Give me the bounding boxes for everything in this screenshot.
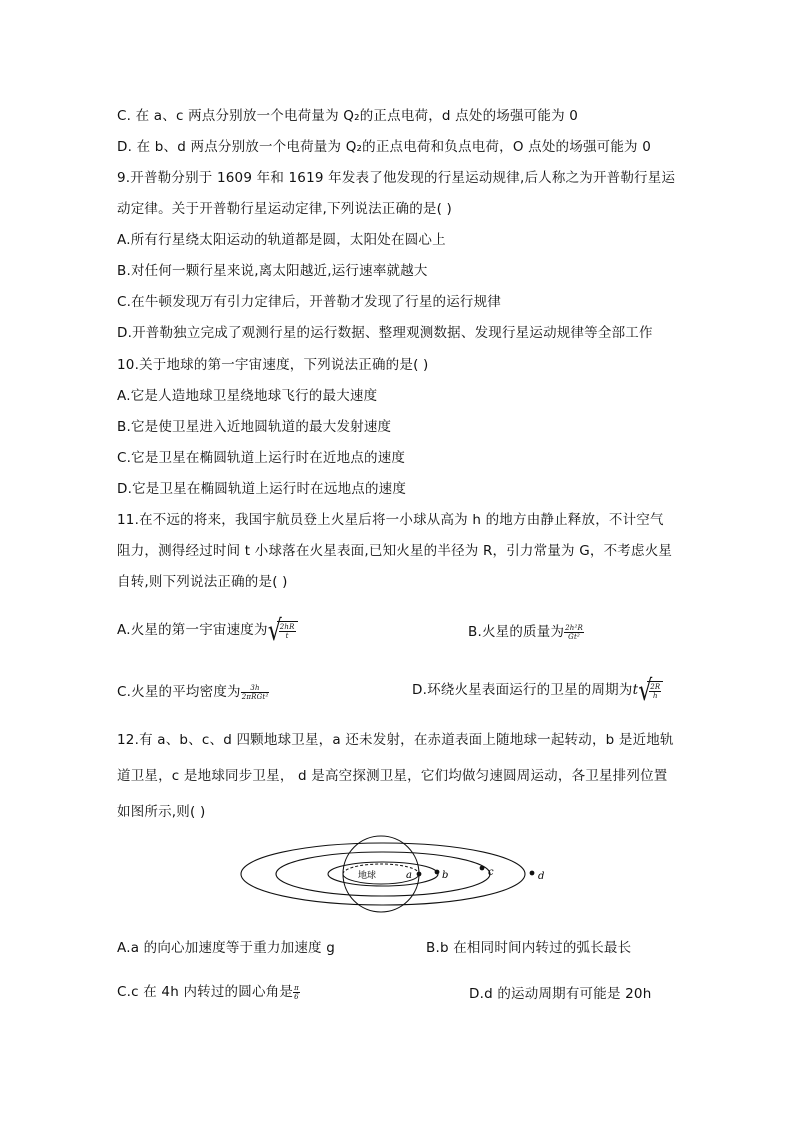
q11-option-a: [117, 614, 298, 648]
orbit-c: [276, 852, 490, 896]
q12-option-d: D.d 的运动周期有可能是 20h: [469, 986, 652, 1002]
q12-stem-line2: 道卫星，c 是地球同步卫星， d 是高空探测卫星，它们均做匀速圆周运动，各卫星排列位置: [117, 768, 668, 784]
q12-stem-line3: 如图所示,则( ): [117, 804, 206, 820]
q11-option-b: [468, 620, 584, 641]
q12-c-numerator: π: [294, 983, 299, 992]
q10-option-d: D.它是卫星在椭圆轨道上运行时在远地点的速度: [117, 481, 407, 497]
satellite-d: [530, 871, 535, 876]
q11-a-numerator: 2hR: [279, 622, 295, 631]
earth-label: 地球: [358, 871, 377, 881]
label-d: d: [538, 871, 545, 882]
q11-stem-line3: 自转,则下列说法正确的是( ): [117, 574, 288, 590]
q12-option-c-text: C.c 在 4h 内转过的圆心角是: [117, 984, 294, 1000]
q12-option-a: A.a 的向心加速度等于重力加速度 g: [117, 940, 336, 956]
q11-option-c-text: C.火星的平均密度为: [117, 684, 241, 700]
sqrt-sign: √ $\frac{2R}{h}$: [638, 681, 663, 700]
q8-option-c: C. 在 a、c 两点分别放一个电荷量为 Q₂的正点电荷，d 点处的场强可能为 0: [117, 108, 579, 124]
q10-option-b: B.它是使卫星进入近地圆轨道的最大发射速度: [117, 419, 392, 435]
q11-stem-line2: 阻力，测得经过时间 t 小球落在火星表面,已知火星的半径为 R，引力常量为 G，不考虑火星: [117, 543, 673, 559]
q12-option-c: [117, 980, 300, 1001]
q10-stem: 10.关于地球的第一宇宙速度，下列说法正确的是( ): [117, 357, 429, 373]
q12-option-b: B.b 在相同时间内转过的弧长最长: [426, 940, 632, 956]
q11-c-denominator: 2πRGt²: [241, 692, 269, 701]
q11-a-denominator: t: [285, 631, 289, 640]
label-c: c: [488, 867, 494, 878]
sqrt-sign: √ $\frac{2hR}{t}$: [268, 621, 298, 640]
q11-option-d-text: D.环绕火星表面运行的卫星的周期为: [412, 682, 633, 698]
q11-option-b-text: B.火星的质量为: [468, 624, 565, 640]
q11-option-c: [117, 680, 269, 701]
q11-d-denominator: h: [652, 691, 658, 700]
q11-option-d: [412, 674, 663, 708]
q10-option-a: A.它是人造地球卫星绕地球飞行的最大速度: [117, 388, 378, 404]
q10-option-c: C.它是卫星在椭圆轨道上运行时在近地点的速度: [117, 450, 406, 466]
q11-option-a-text: A.火星的第一宇宙速度为: [117, 622, 268, 638]
orbit-diagram: [238, 834, 568, 916]
q9-option-d: D.开普勒独立完成了观测行星的运行数据、整理观测数据、发现行星运动规律等全部工作: [117, 325, 653, 341]
q11-c-numerator: 3h: [241, 684, 270, 693]
satellite-a: [417, 872, 422, 877]
q11-stem-line1: 11.在不远的将来，我国宇航员登上火星后将一小球从高为 h 的地方由静止释放，不计空气: [117, 512, 664, 528]
q11-d-numerator: 2R: [650, 682, 661, 691]
q9-option-a: A.所有行星绕太阳运动的轨道都是圆，太阳处在圆心上: [117, 232, 446, 248]
q9-option-b: B.对任何一颗行星来说,离太阳越近,运行速率就越大: [117, 263, 428, 279]
q8-option-d: D. 在 b、d 两点分别放一个电荷量为 Q₂的正点电荷和负点电荷，O 点处的场强可能为 0: [117, 139, 652, 155]
satellite-b: [435, 870, 440, 875]
label-b: b: [442, 870, 449, 881]
q12-stem-line1: 12.有 a、b、c、d 四颗地球卫星，a 还未发射，在赤道表面上随地球一起转动，b 是近地轨: [117, 732, 674, 748]
q11-b-denominator: Gt²: [568, 632, 580, 641]
label-a: a: [406, 870, 412, 881]
satellite-c: [480, 866, 485, 871]
q12-c-denominator: 6: [294, 992, 299, 1001]
q9-option-c: C.在牛顿发现万有引力定律后，开普勒才发现了行星的运行规律: [117, 294, 502, 310]
q9-stem-line1: 9.开普勒分别于 1609 年和 1619 年发表了他发现的行星运动规律,后人称之为开普勒行星运: [117, 170, 676, 186]
q9-stem-line2: 动定律。关于开普勒行星运动定律,下列说法正确的是( ): [117, 201, 453, 217]
q11-b-numerator: 2h²R: [565, 623, 583, 632]
q11-d-prefix: t: [632, 682, 639, 698]
